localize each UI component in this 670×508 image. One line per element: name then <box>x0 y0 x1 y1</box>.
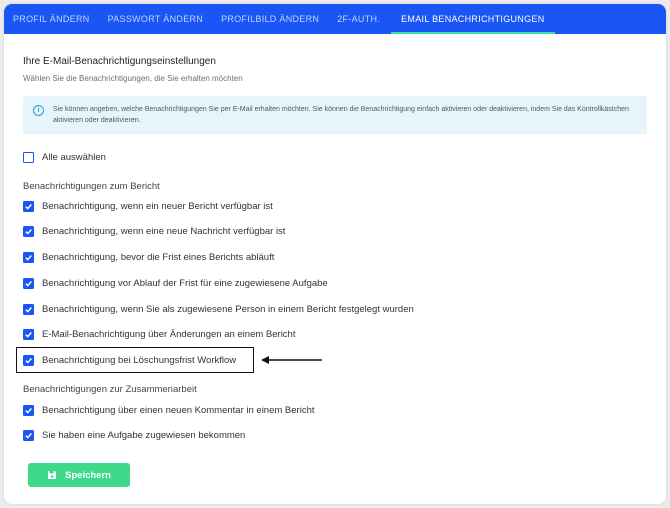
info-text: Sie können angeben, welche Benachrichtigungen Sie per E-Mail erhalten möchten. Sie können die Benachrichtigung einfach aktivieren oder deaktivieren, indem Sie das Kontrollkästchen aktivieren oder deaktivieren. <box>53 106 629 124</box>
checkbox-label: Sie haben eine Aufgabe zugewiesen bekommen <box>42 429 246 441</box>
list-item[interactable] <box>23 327 295 341</box>
info-icon: i <box>33 105 44 116</box>
checkbox-label: Benachrichtigung, bevor die Frist eines Berichts abläuft <box>42 251 275 263</box>
checkbox-checked[interactable] <box>23 226 34 237</box>
list-item[interactable] <box>23 224 285 238</box>
page-title: Ihre E-Mail-Benachrichtigungseinstellungen <box>23 56 216 67</box>
save-button[interactable] <box>28 463 130 487</box>
highlight-box <box>16 347 254 373</box>
select-all-label: Alle auswählen <box>42 151 106 163</box>
list-item[interactable] <box>23 199 273 213</box>
tab-email-benachrichtigungen[interactable]: EMAIL BENACHRICHTIGUNGEN <box>391 4 554 34</box>
select-all-row[interactable] <box>23 150 106 164</box>
checkbox-checked[interactable] <box>23 430 34 441</box>
list-item[interactable] <box>23 302 414 316</box>
checkbox-label: E-Mail-Benachrichtigung über Änderungen an einem Bericht <box>42 328 296 340</box>
checkbox-checked[interactable] <box>23 304 34 315</box>
page-subtitle: Wählen Sie die Benachrichtigungen, die Sie erhalten möchten <box>23 74 243 83</box>
select-all-checkbox[interactable] <box>23 152 34 163</box>
tab-profilbild-aendern[interactable]: PROFILBILD ÄNDERN <box>221 14 320 24</box>
checkbox-checked[interactable] <box>23 278 34 289</box>
report-group-title: Benachrichtigungen zum Bericht <box>23 181 160 192</box>
checkbox-checked[interactable] <box>23 405 34 416</box>
list-item[interactable] <box>23 250 274 264</box>
list-item[interactable] <box>23 276 328 290</box>
tab-2f-auth[interactable]: 2F-AUTH. <box>337 14 381 24</box>
checkbox-label: Benachrichtigung bei Löschungsfrist Workflow <box>42 354 237 366</box>
checkbox-checked[interactable] <box>23 252 34 263</box>
checkbox-checked[interactable] <box>23 201 34 212</box>
list-item[interactable] <box>23 428 245 442</box>
save-button-label: Speichern <box>65 469 111 481</box>
checkbox-checked[interactable] <box>23 329 34 340</box>
arrow-left-icon <box>260 354 324 366</box>
checkbox-label: Benachrichtigung, wenn eine neue Nachricht verfügbar ist <box>42 225 286 237</box>
collab-group-title: Benachrichtigungen zur Zusammenarbeit <box>23 384 197 395</box>
tab-bar <box>4 4 666 34</box>
tab-passwort-aendern[interactable]: PASSWORT ÄNDERN <box>107 14 204 24</box>
floppy-disk-icon <box>47 470 57 480</box>
info-box <box>23 96 647 134</box>
checkbox-label: Benachrichtigung über einen neuen Kommentar in einem Bericht <box>42 404 315 416</box>
checkbox-label: Benachrichtigung, wenn ein neuer Bericht verfügbar ist <box>42 200 273 212</box>
checkbox-label: Benachrichtigung, wenn Sie als zugewiesene Person in einem Bericht festgelegt wurden <box>42 303 414 315</box>
tab-profil-aendern[interactable]: PROFIL ÄNDERN <box>13 14 90 24</box>
checkbox-label: Benachrichtigung vor Ablauf der Frist für eine zugewiesene Aufgabe <box>42 277 328 289</box>
list-item[interactable] <box>23 403 315 417</box>
